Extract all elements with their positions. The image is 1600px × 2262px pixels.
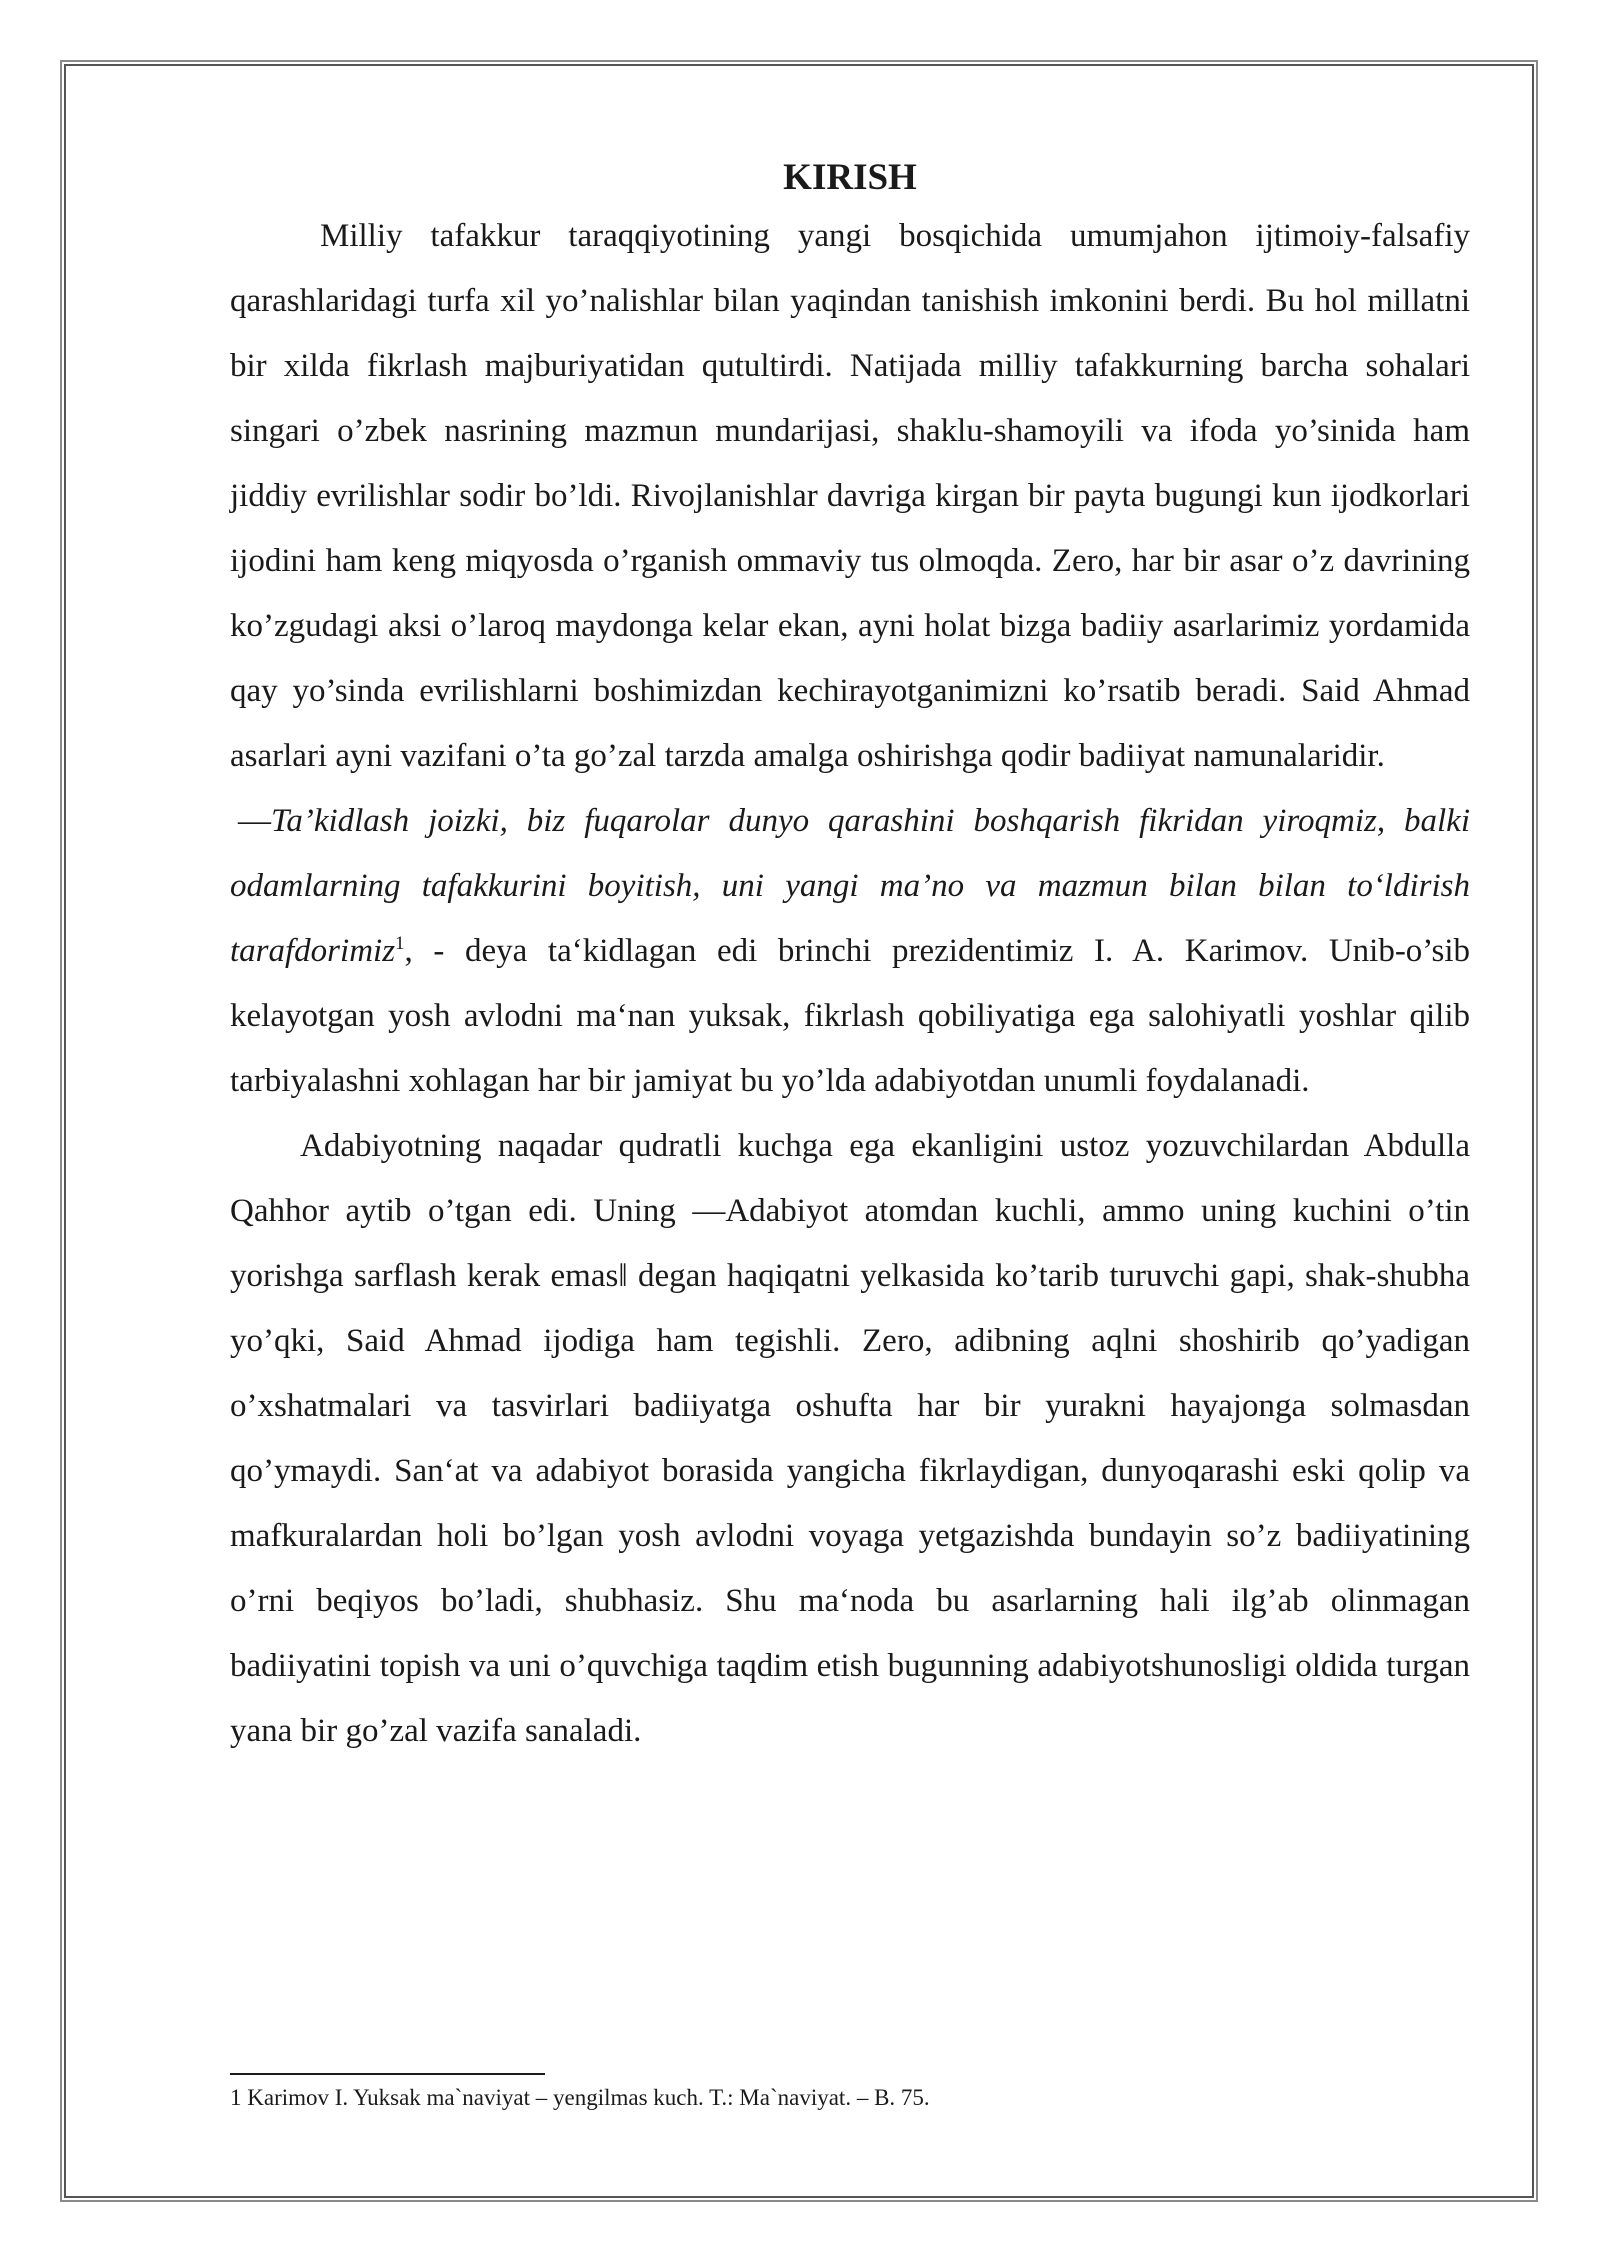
footnote-text: 1 Karimov I. Yuksak ma`naviyat – yengilmas kuch. T.: Ma`naviyat. – B. 75. xyxy=(230,2085,930,2110)
quote-attribution: , - deya ta‘kidlagan edi brinchi prezidentimiz I. A. Karimov. Unib-o’sib kelayotgan yosh avlodni ma‘nan yuksak, fikrlash qobiliyatiga ega salohiyatli yoshlar qilib tarbiyalashni xohlagan har bir jamiyat bu yo’lda adabiyotdan unumli foydalanadi. xyxy=(230,933,1470,1099)
paragraph-intro: Milliy tafakkur taraqqiyotining yangi bosqichida umumjahon ijtimoiy-falsafiy qarashlaridagi turfa xil yo’nalishlar bilan yaqindan tanishish imkonini berdi. Bu hol millatni bir xilda fikrlash majburiyatidan qutultirdi. Natijada milliy tafakkurning barcha sohalari singari o’zbek nasrining mazmun mundarijasi, shaklu-shamoyili va ifoda yo’sinida ham jiddiy evrilishlar sodir bo’ldi. Rivojlanishlar davriga kirgan bir payta bugungi kun ijodkorlari ijodini ham keng miqyosda o’rganish ommaviy tus olmoqda. Zero, har bir asar o’z davrining ko’zgudagi aksi o’laroq maydonga kelar ekan, ayni holat bizga badiiy asarlarimiz yordamida qay yo’sinda evrilishlarni boshimizdan kechirayotganimizni ko’rsatib beradi. Said Ahmad asarlari ayni vazifani o’ta go’zal tarzda amalga oshirishga qodir badiiyat namunalaridir. xyxy=(230,218,1470,774)
footnote-reference[interactable]: 1 xyxy=(395,933,405,954)
quote-text: ―Ta’kidlash joizki, biz fuqarolar dunyo qarashini boshqarish fikridan yiroqmiz, balki odamlarning tafakkurini boyitish, uni yangi ma’no va mazmun bilan bilan to‘ldirish tarafdorimiz xyxy=(230,803,1470,969)
page-title: KIRISH xyxy=(783,157,917,198)
document-body xyxy=(230,152,1470,1764)
paragraph-literature: Adabiyotning naqadar qudratli kuchga ega ekanligini ustoz yozuvchilardan Abdulla Qahhor aytib o’tgan edi. Uning ―Adabiyot atomdan kuchli, ammo uning kuchini o’tin yorishga sarflash kerak emas‖ degan haqiqatni yelkasida ko’tarib turuvchi gapi, shak-shubha yo’qki, Said Ahmad ijodiga ham tegishli. Zero, adibning aqlni shoshirib qo’yadigan o’xshatmalari va tasvirlari badiiyatga oshufta har bir yurakni hayajonga solmasdan qo’ymaydi. San‘at va adabiyot borasida yangicha fikrlaydigan, dunyoqarashi eski qolip va mafkuralardan holi bo’lgan yosh avlodni voyaga yetgazishda bundayin so’z badiiyatining o’rni beqiyos bo’ladi, shubhasiz. Shu ma‘noda bu asarlarning hali ilg’ab olinmagan badiiyatini topish va uni o’quvchiga taqdim etish bugunning adabiyotshunosligi oldida turgan yana bir go’zal vazifa sanaladi. xyxy=(230,1128,1470,1749)
paragraph-quote xyxy=(230,789,1470,1114)
footnote-separator xyxy=(230,2073,545,2075)
